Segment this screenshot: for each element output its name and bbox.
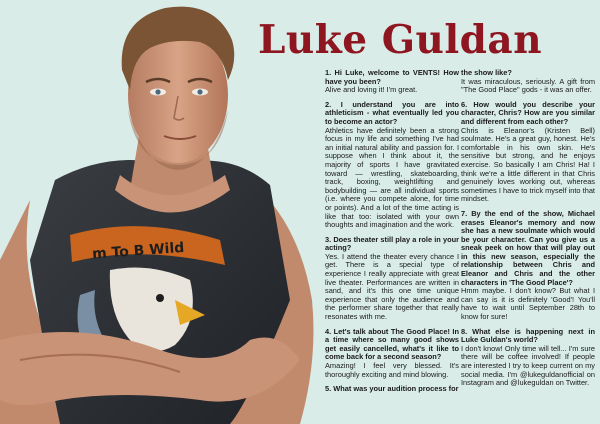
- question-5: 5. What was your audition process for: [325, 384, 459, 394]
- question-8: 8. What else is happening next in Luke Guldan's world?: [461, 326, 595, 345]
- answer-7: Hmm maybe. I don't know? But what I can say is it is definitely 'Good'! You'll have to wait until September 28th to know for sure!: [461, 286, 595, 322]
- answer-4: Amazing! I feel very blessed. It's thoroughly exciting and mind blowing.: [325, 361, 459, 379]
- answer-1: Alive and loving it! I'm great.: [325, 85, 418, 95]
- question-6: 6. How would you describe your character, Chris? How are you similar and different from each other?: [461, 99, 595, 126]
- question-2: 2. I understand you are into athleticism - what eventually led you to become an actor?: [325, 99, 459, 126]
- answer-8: I don't know! Only time will tell... I'm sure there will be coffee involved! If people are interested I try to keep current on my social media. I'm @lukeguldanofficial on Instagram and @lukeguldan on Twitter.: [461, 343, 595, 388]
- question-7: 7. By the end of the show, Michael erases Eleanor's memory and now she has a new soulmate which would be your character. Can you give us a sneak peek on how that will play out in this new season, especially the relationship between Chris and Eleanor and Chris and the other characters in 'The Good Place'?: [461, 208, 595, 287]
- answer-5: It was miraculous, seriously. A gift from "The Good Place" gods - it was an offer.: [461, 76, 595, 95]
- question-4: 4. Let's talk about The Good Place! In a time where so many good shows get easily cancelled, what's it like to come back for a second season?: [325, 326, 459, 362]
- question-5-continued: the show like?: [461, 68, 512, 77]
- column-1: [325, 69, 459, 394]
- answer-3: Yes. I attend the theater every chance I get. There is a special type of experience I really appreciate with great live theater. Performances are written in sand, and it's this one time unique experience that only the audience and the performer share together that really resonates with me.: [325, 251, 459, 322]
- answer-2: Athletics have definitely been a strong focus in my life and something I've had an initial natural ability and passion for. I suppose when I think about it, the majority of sports I have gravitated toward — wrestling, skateboarding, track, boxing, weightlifting and bodybuilding — are all individual sports (i.e. where you compete alone, for time or points). And a lot of the time acting is like that too: isolated with your own thoughts and imagination and the work.: [325, 125, 459, 230]
- left-iris: [155, 89, 160, 94]
- question-3: 3. Does theater still play a role in your acting?: [325, 234, 459, 253]
- shirt-text: m To B Wild: [91, 239, 185, 263]
- right-iris: [197, 89, 202, 94]
- question-1: 1. Hi Luke, welcome to VENTS! How have you been?: [325, 68, 459, 86]
- eagle-eye: [156, 294, 164, 302]
- answer-6: Chris is Eleanor's (Kristen Bell) soulmate. He's a great guy, honest. He's comfortable in his own skin. He's sensitive but strong, and he enjoys exercise. So basically I am Chris! Ha! I think we're a little different in that Chris genuinely loves working out, whereas sometimes I have to trick myself into that mindset.: [461, 125, 595, 204]
- article-title: Luke Guldan: [258, 17, 543, 63]
- column-2: [461, 69, 595, 394]
